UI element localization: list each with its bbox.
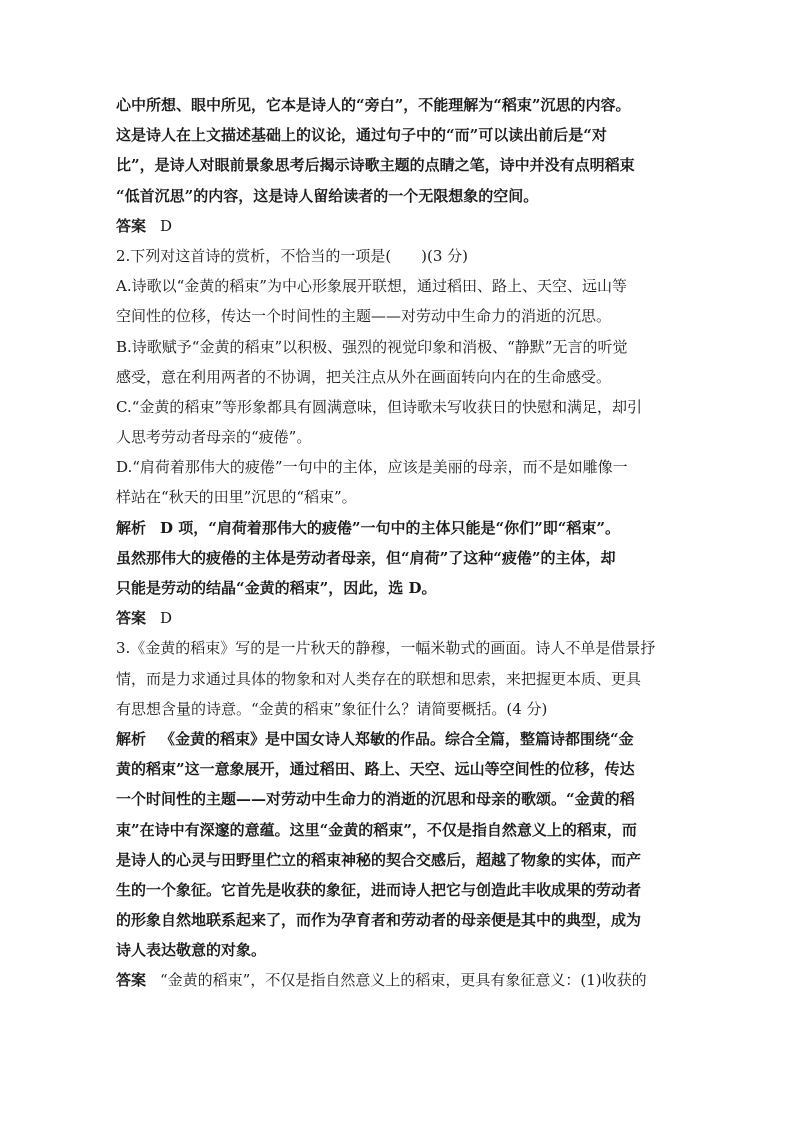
text-line [116, 211, 681, 241]
text-line [116, 271, 681, 301]
line-text: 心中所想、眼中所见，它本是诗人的“旁白”，不能理解为“稻束”沉思的内容。 [116, 96, 631, 114]
text-line [116, 90, 681, 120]
text-line [116, 845, 681, 875]
line-text: 黄的稻束”这一意象展开，通过稻田、路上、天空、远山等空间性的位移，传达 [116, 760, 635, 779]
line-text: 感受，意在利用两者的不协调，把关注点从外在画面转向内在的生命感受。 [116, 367, 612, 386]
line-text: 空间性的位移，传达一个时间性的主题——对劳动中生命力的消逝的沉思。 [116, 307, 612, 326]
line-text: 有思想含量的诗意。“金黄的稻束”象征什么？请简要概括。(4 分) [116, 699, 548, 718]
line-text: 人思考劳动者母亲的“疲倦”。 [116, 428, 312, 447]
text-line [116, 754, 681, 784]
text-line [116, 241, 681, 271]
line-text: 的形象自然地联系起来了，而作为孕育者和劳动者的母亲便是其中的典型，成为 [116, 911, 642, 930]
document-body [116, 90, 681, 996]
line-text: D [160, 216, 173, 235]
line-text: D.“肩荷着那伟大的疲倦”一句中的主体，应该是美丽的母亲，而不是如雕像一 [116, 458, 628, 477]
text-line [116, 181, 681, 211]
line-text: 2.下列对这首诗的赏析，不恰当的一项是( )(3 分) [116, 246, 469, 265]
text-line [116, 815, 681, 845]
text-line [116, 694, 681, 724]
analysis-label: 解析 [116, 518, 147, 537]
text-line [116, 150, 681, 180]
text-line [116, 543, 681, 573]
answer-label: 答案 [116, 609, 147, 628]
line-text: 只能是劳动的结晶“金黄的稻束”，因此，选 D。 [116, 579, 437, 597]
text-line [116, 664, 681, 694]
line-text: 样站在“秋天的田里”沉思的“稻束”。 [116, 488, 357, 507]
line-text: C.“金黄的稻束”等形象都具有圆满意味，但诗歌未写收获日的快慰和满足，却引 [116, 397, 643, 416]
text-line [116, 573, 681, 603]
line-text: 《金黄的稻束》是中国女诗人郑敏的作品。综合全篇，整篇诗都围绕“金 [160, 729, 634, 748]
text-line [116, 452, 681, 482]
line-text: D [160, 609, 173, 628]
answer-label: 答案 [116, 971, 147, 990]
answer-label: 答案 [116, 216, 147, 235]
text-line [116, 724, 681, 754]
text-line [116, 905, 681, 935]
line-text: 生的一个象征。它首先是收获的象征，进而诗人把它与创造此丰收成果的劳动者 [116, 880, 642, 899]
line-text: 这是诗人在上文描述基础上的议论，通过句子中的“而”可以读出前后是“对 [116, 126, 607, 145]
text-line [116, 392, 681, 422]
line-text: 束”在诗中有深邃的意蕴。这里“金黄的稻束”，不仅是指自然意义上的稻束，而 [116, 820, 637, 839]
line-text: B.诗歌赋予“金黄的稻束”以积极、强烈的视觉印象和消极、“静默”无言的听觉 [116, 337, 628, 356]
line-text: D 项，“肩荷着那伟大的疲倦”一句中的主体只能是“你们”即“稻束”。 [160, 518, 621, 537]
line-text: 一个时间性的主题——对劳动中生命力的消逝的沉思和母亲的歌颂。“金黄的稻 [116, 790, 635, 809]
line-text: 比”，是诗人对眼前景象思考后揭示诗歌主题的点睛之笔，诗中并没有点明稻束 [116, 156, 635, 175]
text-line [116, 332, 681, 362]
text-line [116, 784, 681, 814]
line-text: “低首沉思”的内容，这是诗人留给读者的一个无限想象的空间。 [116, 186, 539, 205]
text-line [116, 965, 681, 995]
text-line [116, 603, 681, 633]
line-text: 是诗人的心灵与田野里伫立的稻束神秘的契合交感后，超越了物象的实体，而产 [116, 850, 642, 869]
analysis-label: 解析 [116, 729, 147, 748]
text-line [116, 513, 681, 543]
text-line [116, 633, 681, 663]
line-text: A.诗歌以“金黄的稻束”为中心形象展开联想，通过稻田、路上、天空、远山等 [116, 277, 627, 296]
text-line [116, 301, 681, 331]
text-line [116, 935, 681, 965]
line-text: 虽然那伟大的疲倦的主体是劳动者母亲，但“肩荷”了这种“疲倦”的主体，却 [116, 548, 616, 567]
text-line [116, 482, 681, 512]
line-text: 情，而是力求通过具体的物象和对人类存在的联想和思索，来把握更本质、更具 [116, 669, 642, 688]
line-text: 诗人表达敬意的对象。 [116, 941, 267, 960]
line-text: 3.《金黄的稻束》写的是一片秋天的静穆，一幅米勒式的画面。诗人不单是借景抒 [116, 639, 656, 658]
text-line [116, 120, 681, 150]
text-line [116, 422, 681, 452]
text-line [116, 362, 681, 392]
text-line [116, 875, 681, 905]
line-text: “金黄的稻束”，不仅是指自然意义上的稻束，更具有象征意义：(1)收获的 [160, 971, 647, 990]
